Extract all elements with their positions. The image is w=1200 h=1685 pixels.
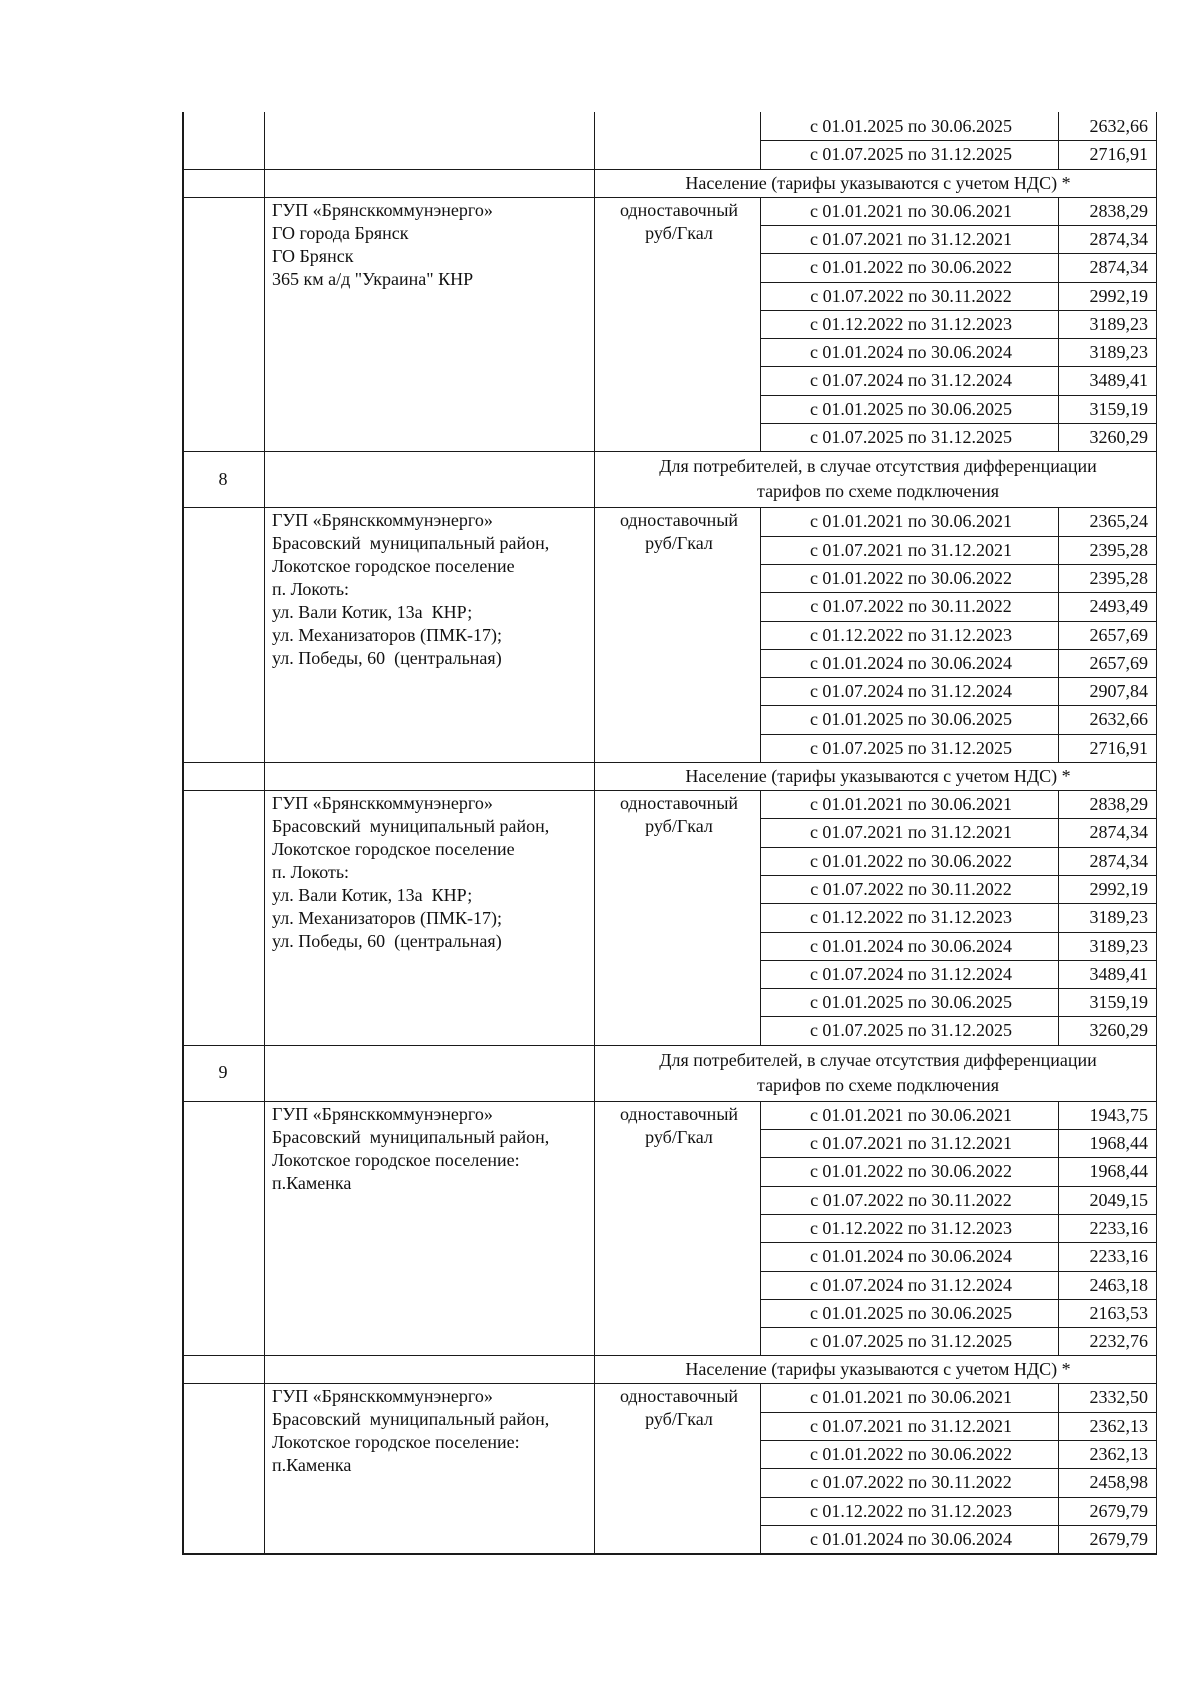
section-rule — [182, 1383, 1157, 1384]
tariff-period: с 01.01.2021 по 30.06.2021 — [809, 201, 1013, 221]
section-title: Для потребителей, в случае отсутствия дифференциации — [659, 456, 1097, 476]
row-rule — [760, 649, 1157, 650]
right-border — [1156, 790, 1157, 1045]
organization-line: Локотское городское поселение — [272, 556, 515, 576]
tariff-value: 2332,50 — [1089, 1387, 1148, 1407]
section-title: Население (тарифы указываются с учетом НДС) * — [685, 1359, 1071, 1379]
tariff-period: с 01.07.2021 по 31.12.2021 — [809, 1416, 1013, 1436]
tariff-period: с 01.07.2024 по 31.12.2024 — [809, 964, 1013, 984]
organization-line: п.Каменка — [272, 1173, 352, 1193]
column-rule — [264, 790, 265, 1045]
section-rule — [182, 507, 1157, 508]
organization-line: ул. Вали Котик, 13а КНР; — [272, 602, 473, 622]
row-rule — [760, 282, 1157, 283]
tariff-value: 3159,19 — [1089, 992, 1148, 1012]
row-rule — [760, 1242, 1157, 1243]
tariff-value: 1968,44 — [1089, 1133, 1148, 1153]
column-rule — [594, 1383, 595, 1553]
tariff-period: с 01.07.2021 по 31.12.2021 — [809, 540, 1013, 560]
column-rule — [264, 451, 265, 507]
tariff-period: с 01.01.2021 по 30.06.2021 — [809, 1105, 1013, 1125]
column-rule — [1058, 1383, 1059, 1553]
tariff-value: 2657,69 — [1089, 625, 1148, 645]
tariff-value: 2657,69 — [1089, 653, 1148, 673]
tariff-period: с 01.01.2022 по 30.06.2022 — [809, 851, 1013, 871]
tariff-period: с 01.01.2022 по 30.06.2022 — [809, 257, 1013, 277]
bottom-border — [182, 1554, 1157, 1555]
tariff-value: 2395,28 — [1089, 540, 1148, 560]
row-rule — [760, 847, 1157, 848]
tariff-period: с 01.01.2025 по 30.06.2025 — [809, 709, 1013, 729]
column-rule — [594, 1101, 595, 1356]
tariff-value: 2874,34 — [1089, 229, 1148, 249]
organization-line: п.Каменка — [272, 1455, 352, 1475]
column-rule — [594, 762, 595, 790]
column-rule — [594, 451, 595, 507]
column-rule — [594, 507, 595, 762]
rate-type-line: одноставочный — [619, 510, 739, 530]
tariff-period: с 01.01.2024 по 30.06.2024 — [809, 1529, 1013, 1549]
tariff-period: с 01.07.2022 по 30.11.2022 — [810, 286, 1012, 306]
tariff-value: 2716,91 — [1089, 738, 1148, 758]
tariff-value: 3489,41 — [1089, 964, 1148, 984]
row-rule — [760, 1299, 1157, 1300]
organization-line: ГУП «Брянсккоммунэнерго» — [272, 510, 493, 530]
tariff-period: с 01.01.2021 по 30.06.2021 — [809, 794, 1013, 814]
column-rule — [760, 790, 761, 1045]
tariff-period: с 01.07.2025 по 31.12.2025 — [809, 738, 1013, 758]
tariff-period: с 01.07.2025 по 31.12.2025 — [809, 1331, 1013, 1351]
row-rule — [760, 395, 1157, 396]
right-border — [1156, 507, 1157, 762]
tariff-period: с 01.07.2022 по 30.11.2022 — [810, 596, 1012, 616]
tariff-period: с 01.12.2022 по 31.12.2023 — [809, 625, 1013, 645]
row-rule — [760, 1327, 1157, 1328]
section-rule — [182, 790, 1157, 791]
tariff-period: с 01.07.2025 по 31.12.2025 — [809, 144, 1013, 164]
organization-line: п. Локоть: — [272, 862, 350, 882]
tariff-value: 3260,29 — [1089, 1020, 1148, 1040]
tariff-period: с 01.01.2022 по 30.06.2022 — [809, 1161, 1013, 1181]
row-rule — [760, 338, 1157, 339]
organization-line: ГО города Брянск — [272, 223, 409, 243]
row-number: 8 — [218, 469, 228, 489]
column-rule — [760, 112, 761, 169]
section-rule — [182, 1101, 1157, 1102]
rate-type-line: одноставочный — [619, 1386, 739, 1406]
row-rule — [760, 1129, 1157, 1130]
row-rule — [760, 253, 1157, 254]
section-title: тарифов по схеме подключения — [756, 1075, 1000, 1095]
right-border — [1156, 1355, 1157, 1383]
organization-line: Брасовский муниципальный район, — [272, 1409, 550, 1429]
tariff-period: с 01.12.2022 по 31.12.2023 — [809, 907, 1013, 927]
row-rule — [760, 225, 1157, 226]
row-number: 9 — [218, 1062, 228, 1082]
row-rule — [760, 592, 1157, 593]
section-rule — [182, 197, 1157, 198]
column-rule — [594, 790, 595, 1045]
row-rule — [760, 1186, 1157, 1187]
section-rule — [182, 451, 1157, 452]
column-rule — [264, 507, 265, 762]
tariff-value: 3189,23 — [1089, 936, 1148, 956]
right-border — [1156, 451, 1157, 507]
tariff-value: 2874,34 — [1089, 257, 1148, 277]
section-title: Для потребителей, в случае отсутствия дифференциации — [659, 1050, 1097, 1070]
column-rule — [760, 1101, 761, 1356]
row-rule — [760, 875, 1157, 876]
rate-type-line: руб/Гкал — [645, 1409, 713, 1429]
tariff-value: 3189,23 — [1089, 314, 1148, 334]
right-border — [1156, 762, 1157, 790]
tariff-value: 1968,44 — [1089, 1161, 1148, 1181]
tariff-period: с 01.01.2025 по 30.06.2025 — [809, 116, 1013, 136]
row-rule — [760, 1157, 1157, 1158]
tariff-value: 2362,13 — [1089, 1416, 1148, 1436]
row-rule — [760, 1468, 1157, 1469]
tariff-period: с 01.01.2021 по 30.06.2021 — [809, 1387, 1013, 1407]
tariff-value: 2838,29 — [1089, 794, 1148, 814]
row-rule — [760, 621, 1157, 622]
rate-type-line: руб/Гкал — [645, 1127, 713, 1147]
organization-line: Локотское городское поселение — [272, 839, 515, 859]
tariff-period: с 01.07.2025 по 31.12.2025 — [809, 427, 1013, 447]
tariff-value: 2232,76 — [1089, 1331, 1148, 1351]
row-rule — [760, 903, 1157, 904]
row-rule — [760, 932, 1157, 933]
tariff-value: 2838,29 — [1089, 201, 1148, 221]
tariff-period: с 01.01.2022 по 30.06.2022 — [809, 568, 1013, 588]
tariff-period: с 01.12.2022 по 31.12.2023 — [809, 1218, 1013, 1238]
organization-line: Локотское городское поселение: — [272, 1432, 520, 1452]
column-rule — [1058, 1101, 1059, 1356]
tariff-period: с 01.07.2022 по 30.11.2022 — [810, 1190, 1012, 1210]
rate-type-line: руб/Гкал — [645, 816, 713, 836]
tariff-value: 1943,75 — [1089, 1105, 1148, 1125]
column-rule — [594, 1045, 595, 1101]
organization-line: п. Локоть: — [272, 579, 350, 599]
tariff-period: с 01.01.2024 по 30.06.2024 — [809, 1246, 1013, 1266]
tariff-period: с 01.01.2025 по 30.06.2025 — [809, 992, 1013, 1012]
tariff-value: 2458,98 — [1089, 1472, 1148, 1492]
tariff-period: с 01.07.2021 по 31.12.2021 — [809, 1133, 1013, 1153]
column-rule — [594, 1355, 595, 1383]
row-rule — [760, 1525, 1157, 1526]
row-rule — [760, 705, 1157, 706]
organization-line: ул. Вали Котик, 13а КНР; — [272, 885, 473, 905]
column-rule — [760, 507, 761, 762]
tariff-value: 2163,53 — [1089, 1303, 1148, 1323]
section-rule — [182, 1355, 1157, 1356]
organization-line: ул. Победы, 60 (центральная) — [272, 931, 502, 951]
tariff-period: с 01.07.2025 по 31.12.2025 — [809, 1020, 1013, 1040]
tariff-value: 2632,66 — [1089, 116, 1148, 136]
tariff-period: с 01.12.2022 по 31.12.2023 — [809, 1501, 1013, 1521]
tariff-period: с 01.12.2022 по 31.12.2023 — [809, 314, 1013, 334]
row-rule — [760, 1497, 1157, 1498]
column-rule — [1058, 790, 1059, 1045]
tariff-value: 3159,19 — [1089, 399, 1148, 419]
column-rule — [264, 169, 265, 197]
right-border — [1156, 1045, 1157, 1101]
organization-line: Брасовский муниципальный район, — [272, 1127, 550, 1147]
tariff-period: с 01.07.2021 по 31.12.2021 — [809, 822, 1013, 842]
row-rule — [760, 677, 1157, 678]
section-title: Население (тарифы указываются с учетом НДС) * — [685, 173, 1071, 193]
section-rule — [182, 762, 1157, 763]
column-rule — [1058, 507, 1059, 762]
left-border — [183, 112, 184, 1555]
organization-line: ул. Механизаторов (ПМК-17); — [272, 625, 502, 645]
right-border — [1156, 169, 1157, 197]
column-rule — [264, 1045, 265, 1101]
row-rule — [760, 366, 1157, 367]
tariff-value: 2233,16 — [1089, 1246, 1148, 1266]
column-rule — [594, 112, 595, 169]
organization-line: Локотское городское поселение: — [272, 1150, 520, 1170]
tariff-value: 3189,23 — [1089, 342, 1148, 362]
tariff-period: с 01.01.2025 по 30.06.2025 — [809, 1303, 1013, 1323]
row-rule — [760, 1016, 1157, 1017]
organization-line: ул. Победы, 60 (центральная) — [272, 648, 502, 668]
row-rule — [760, 140, 1157, 141]
section-rule — [182, 1045, 1157, 1046]
rate-type-line: руб/Гкал — [645, 223, 713, 243]
tariff-value: 2463,18 — [1089, 1275, 1148, 1295]
column-rule — [264, 1101, 265, 1356]
organization-line: ГУП «Брянсккоммунэнерго» — [272, 200, 493, 220]
tariff-value: 2049,15 — [1089, 1190, 1148, 1210]
tariff-period: с 01.01.2025 по 30.06.2025 — [809, 399, 1013, 419]
tariff-value: 2365,24 — [1089, 511, 1148, 531]
row-rule — [760, 310, 1157, 311]
row-rule — [760, 564, 1157, 565]
tariff-period: с 01.01.2022 по 30.06.2022 — [809, 1444, 1013, 1464]
section-title: Население (тарифы указываются с учетом НДС) * — [685, 766, 1071, 786]
tariff-value: 2716,91 — [1089, 144, 1148, 164]
tariff-value: 3260,29 — [1089, 427, 1148, 447]
tariff-period: с 01.07.2024 по 31.12.2024 — [809, 370, 1013, 390]
rate-type-line: одноставочный — [619, 1104, 739, 1124]
right-border — [1156, 197, 1157, 452]
column-rule — [264, 1355, 265, 1383]
tariff-period: с 01.07.2022 по 30.11.2022 — [810, 879, 1012, 899]
column-rule — [264, 197, 265, 452]
tariff-value: 2233,16 — [1089, 1218, 1148, 1238]
right-border — [1156, 1101, 1157, 1356]
rate-type-line: руб/Гкал — [645, 533, 713, 553]
tariff-period: с 01.01.2024 по 30.06.2024 — [809, 936, 1013, 956]
tariff-period: с 01.01.2021 по 30.06.2021 — [809, 511, 1013, 531]
organization-line: Брасовский муниципальный район, — [272, 533, 550, 553]
tariff-value: 2992,19 — [1089, 879, 1148, 899]
tariff-value: 2632,66 — [1089, 709, 1148, 729]
tariff-value: 2874,34 — [1089, 851, 1148, 871]
tariff-period: с 01.01.2024 по 30.06.2024 — [809, 653, 1013, 673]
section-rule — [182, 169, 1157, 170]
tariff-value: 2679,79 — [1089, 1529, 1148, 1549]
column-rule — [760, 1383, 761, 1553]
tariff-value: 2907,84 — [1089, 681, 1148, 701]
tariff-value: 2493,49 — [1089, 596, 1148, 616]
row-rule — [760, 988, 1157, 989]
organization-line: ГУП «Брянсккоммунэнерго» — [272, 1104, 493, 1124]
column-rule — [760, 197, 761, 452]
row-rule — [760, 1440, 1157, 1441]
tariff-value: 2992,19 — [1089, 286, 1148, 306]
row-rule — [760, 423, 1157, 424]
rate-type-line: одноставочный — [619, 793, 739, 813]
column-rule — [264, 762, 265, 790]
tariff-value: 2362,13 — [1089, 1444, 1148, 1464]
organization-line: 365 км а/д "Украина" КНР — [272, 269, 474, 289]
column-rule — [594, 169, 595, 197]
rate-type-line: одноставочный — [619, 200, 739, 220]
organization-line: ГО Брянск — [272, 246, 354, 266]
row-rule — [760, 536, 1157, 537]
section-title: тарифов по схеме подключения — [756, 481, 1000, 501]
tariff-value: 3489,41 — [1089, 370, 1148, 390]
column-rule — [1058, 112, 1059, 169]
tariff-period: с 01.07.2024 по 31.12.2024 — [809, 681, 1013, 701]
row-rule — [760, 960, 1157, 961]
tariff-period: с 01.07.2024 по 31.12.2024 — [809, 1275, 1013, 1295]
row-rule — [760, 734, 1157, 735]
row-rule — [760, 1271, 1157, 1272]
tariff-period: с 01.01.2024 по 30.06.2024 — [809, 342, 1013, 362]
column-rule — [264, 1383, 265, 1553]
row-rule — [760, 1412, 1157, 1413]
tariff-value: 2395,28 — [1089, 568, 1148, 588]
column-rule — [264, 112, 265, 169]
row-rule — [760, 818, 1157, 819]
column-rule — [594, 197, 595, 452]
organization-line: ГУП «Брянсккоммунэнерго» — [272, 1386, 493, 1406]
tariff-period: с 01.07.2022 по 30.11.2022 — [810, 1472, 1012, 1492]
organization-line: ул. Механизаторов (ПМК-17); — [272, 908, 502, 928]
tariff-value: 3189,23 — [1089, 907, 1148, 927]
organization-line: ГУП «Брянсккоммунэнерго» — [272, 793, 493, 813]
tariff-value: 2679,79 — [1089, 1501, 1148, 1521]
right-border — [1156, 112, 1157, 169]
right-border — [1156, 1383, 1157, 1553]
column-rule — [1058, 197, 1059, 452]
tariff-period: с 01.07.2021 по 31.12.2021 — [809, 229, 1013, 249]
tariff-value: 2874,34 — [1089, 822, 1148, 842]
row-rule — [760, 1214, 1157, 1215]
organization-line: Брасовский муниципальный район, — [272, 816, 550, 836]
